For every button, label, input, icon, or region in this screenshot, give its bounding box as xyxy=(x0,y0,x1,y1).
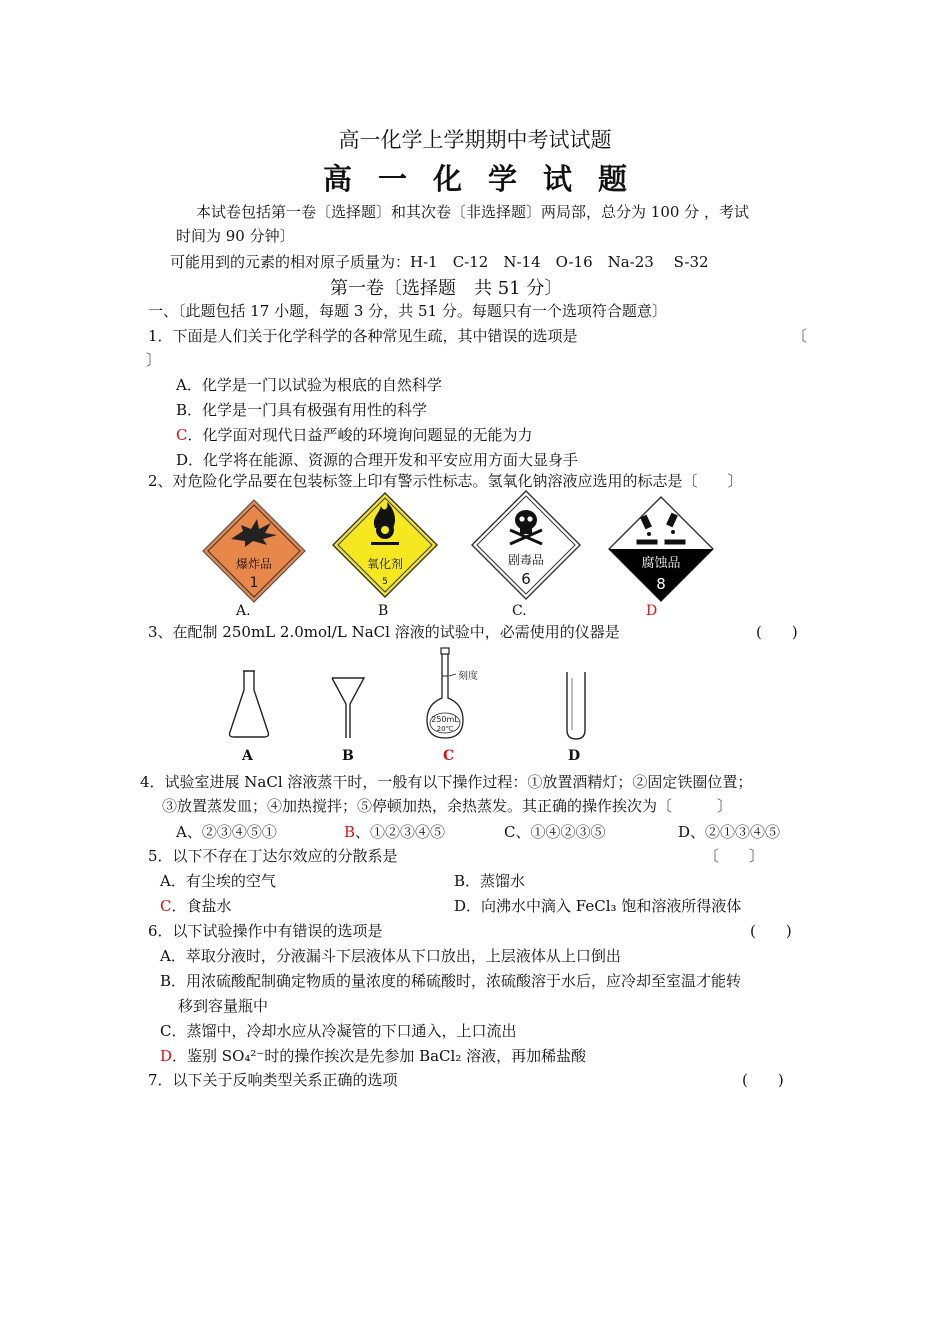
q6-stem: 6．以下试验操作中有错误的选项是 xyxy=(148,922,383,940)
q3-label-d: D xyxy=(568,748,581,764)
q5-option-b: B．蒸馏水 xyxy=(454,872,526,890)
toxic-sign xyxy=(470,490,582,600)
answer-letter: B xyxy=(344,823,356,841)
q2-stem: 2、对危险化学品要在包装标签上印有警示性标志。氢氧化钠溶液应选用的标志是〔 〕 xyxy=(148,472,743,490)
q4-option-c: C、①④②③⑤ xyxy=(504,823,606,841)
q5-option-a: A．有尘埃的空气 xyxy=(160,872,276,890)
q1-paren-open: 〔 xyxy=(792,327,808,345)
sign-b-number: 5 xyxy=(382,577,388,587)
q4-stem-line2: ③放置蒸发皿；④加热搅拌；⑤停顿加热，余热蒸发。其正确的操作挨次为〔 〕 xyxy=(162,797,733,815)
q1-paren-close: 〕 xyxy=(146,351,162,369)
intro-line2: 时间为 90 分钟〕 xyxy=(176,227,295,245)
atomic-masses: 可能用到的元素的相对原子质量为：H-1 C-12 N-14 O-16 Na-23 S-32 xyxy=(170,253,709,271)
answer-letter: C xyxy=(176,426,188,444)
q7-paren: ( ) xyxy=(742,1071,784,1089)
page-title: 高一化学上学期期中考试试题 xyxy=(338,128,612,152)
q5-option-d: D．向沸水中滴入 FeCl₃ 饱和溶液所得液体 xyxy=(454,897,742,915)
explosive-sign xyxy=(201,499,307,603)
erlenmeyer-flask-icon xyxy=(226,668,272,740)
q1-option-b: B．化学是一门具有极强有用性的科学 xyxy=(176,401,428,419)
sign-a-label: A. xyxy=(236,603,251,619)
sign-a-name: 爆炸品 xyxy=(235,557,273,571)
test-tube-icon xyxy=(563,670,589,742)
section-heading: 第一卷〔选择题 共 51 分〕 xyxy=(330,278,563,299)
sign-d-name: 腐蚀品 xyxy=(641,556,681,571)
q3-label-c: C xyxy=(443,748,455,764)
answer-letter: D xyxy=(160,1047,173,1065)
q1-option-d: D．化学将在能源、资源的合理开发和平安应用方面大显身手 xyxy=(176,451,579,469)
q7-stem: 7．以下关于反响类型关系正确的选项 xyxy=(148,1071,398,1089)
flask-volume-label: 250mL xyxy=(431,715,459,724)
q4-stem-line1: 4．试验室进展 NaCl 溶液蒸干时，一般有以下操作过程：①放置酒精灯；②固定铁圈位置； xyxy=(140,773,753,791)
sign-c-number: 6 xyxy=(521,570,531,588)
q4-option-a: A、②③④⑤① xyxy=(176,823,277,841)
q6-option-b-cont: 移到容量瓶中 xyxy=(178,997,269,1015)
oxidizer-sign xyxy=(331,492,439,598)
q6-option-a: A．萃取分液时，分液漏斗下层液体从下口放出，上层液体从上口倒出 xyxy=(160,947,621,965)
flask-temp-label: 20℃ xyxy=(436,725,454,733)
intro-line1: 本试卷包括第一卷〔选择题〕和其次卷〔非选择题〕两局部，总分为 100 分 ，考试 xyxy=(196,203,749,221)
flask-mark-label: 刻度 xyxy=(458,671,478,682)
q3-label-b: B xyxy=(342,748,354,764)
q4-option-d: D、②①③④⑤ xyxy=(678,823,781,841)
q1-option-c: C．化学面对现代日益严峻的环境询问题显的无能为力 xyxy=(176,426,533,444)
sign-b-label: B xyxy=(378,603,389,619)
q4-option-b: B、①②③④⑤ xyxy=(344,823,446,841)
sign-b-name: 氧化剂 xyxy=(366,557,404,571)
answer-letter: C xyxy=(160,897,172,915)
volumetric-flask-icon xyxy=(424,646,490,742)
corrosive-sign xyxy=(607,496,715,602)
sign-d-number: 8 xyxy=(656,575,666,593)
q5-option-c: C．食盐水 xyxy=(160,897,232,915)
sign-c-label: C. xyxy=(512,603,527,619)
sign-c-name: 剧毒品 xyxy=(507,553,545,567)
section-instruction: 一、〔此题包括 17 小题，每题 3 分，共 51 分。每题只有一个选项符合题意〕 xyxy=(148,302,667,320)
q6-paren: ( ) xyxy=(750,922,792,940)
page-subtitle: 高一化学试题 xyxy=(322,162,653,196)
funnel-icon xyxy=(330,676,366,740)
q6-option-b: B．用浓硫酸配制确定物质的量浓度的稀硫酸时，浓硫酸溶于水后，应冷却至室温才能转 xyxy=(160,972,742,990)
q1-stem: 1．下面是人们关于化学科学的各种常见生疏，其中错误的选项是 xyxy=(148,327,578,345)
q3-paren: ( ) xyxy=(756,623,798,641)
sign-a-number: 1 xyxy=(249,575,259,591)
sign-d-label: D xyxy=(646,603,658,619)
q5-paren: 〔 〕 xyxy=(704,847,765,865)
q3-label-a: A xyxy=(242,748,253,764)
q1-option-a: A．化学是一门以试验为根底的自然科学 xyxy=(176,376,442,394)
q6-option-c: C．蒸馏中，冷却水应从冷凝管的下口通入，上口流出 xyxy=(160,1022,517,1040)
q3-stem: 3、在配制 250mL 2.0mol/L NaCl 溶液的试验中，必需使用的仪器是 xyxy=(148,623,620,641)
q5-stem: 5．以下不存在丁达尔效应的分散系是 xyxy=(148,847,398,865)
q6-option-d: D．鉴别 SO₄²⁻时的操作挨次是先参加 BaCl₂ 溶液，再加稀盐酸 xyxy=(160,1047,587,1065)
